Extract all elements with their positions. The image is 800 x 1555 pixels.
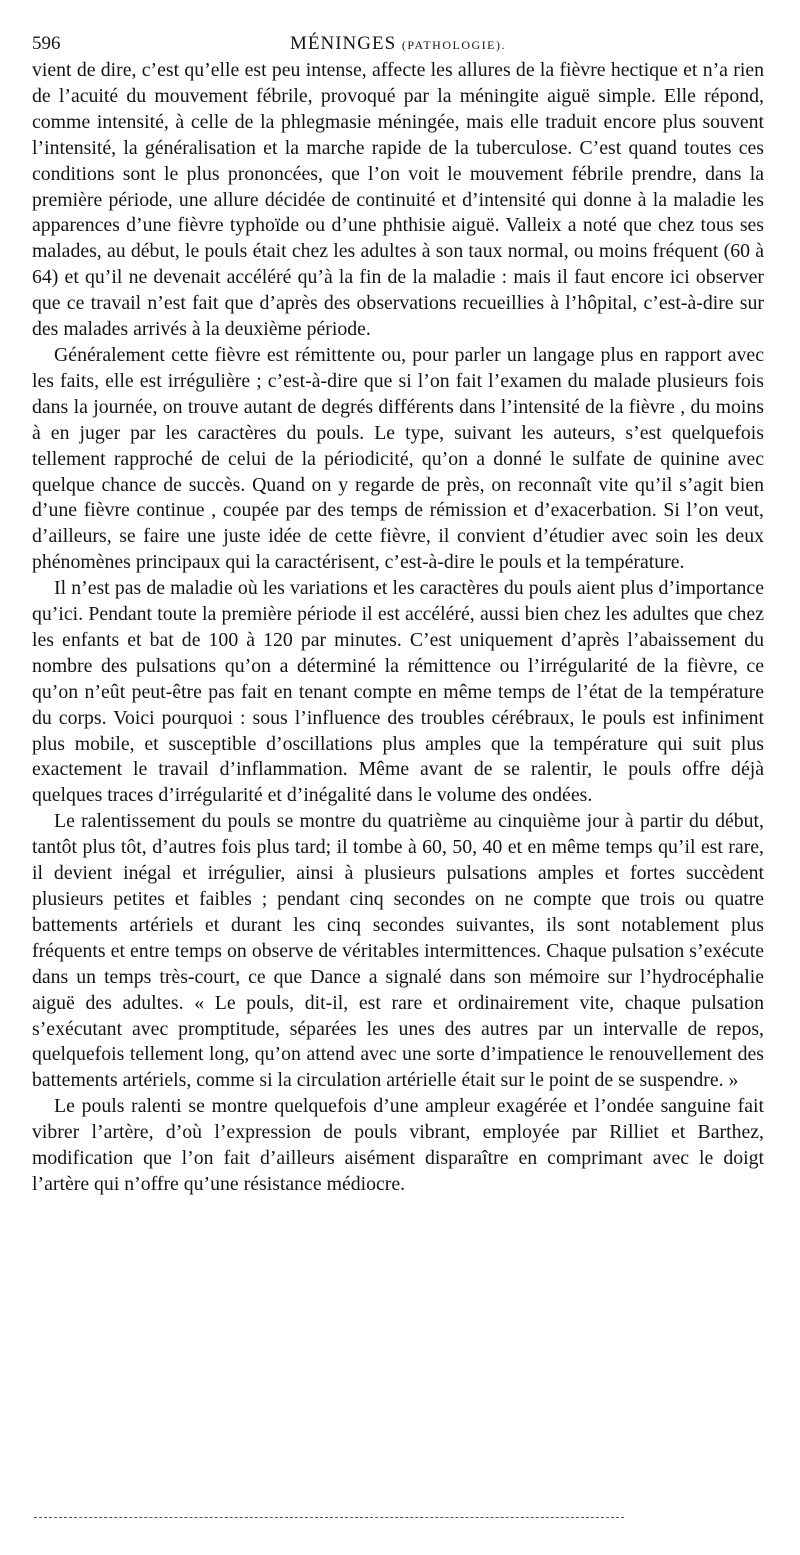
running-title-main: MÉNINGES	[290, 33, 397, 54]
running-title	[32, 30, 764, 59]
body-text	[32, 58, 764, 1198]
paragraph-1: vient de dire, c’est qu’elle est peu intense, affecte les allures de la fièvre hectique et n’a rien de l’acuité du mouvement fébrile, provoqué par la méningite aiguë simple. Elle répond, comme intensité, à celle de la phlegmasie méningée, mais elle traduit encore plus souvent l’intensité, la généralisation et la marche rapide de la tuberculose. C’est quand toutes ces conditions sont le plus prononcées, que l’on voit le mouvement fébrile prendre, dans la première période, une allure décidée de continuité et d’intensité qui donne à la maladie les apparences d’une fièvre typhoïde ou d’une phthisie aiguë. Valleix a noté que chez tous ses malades, au début, le pouls était chez les adultes à son taux normal, ou moins fréquent (60 à 64) et qu’il ne devenait accéléré qu’à la fin de la maladie : mais il faut encore ici observer que ce travail n’est fait que d’après des observations recueillies à l’hôpital, c’est-à-dire sur des malades arrivés à la deuxième période.	[32, 59, 764, 341]
page-header	[32, 30, 764, 58]
paragraph-3: Il n’est pas de maladie où les variations et les caractères du pouls aient plus d’importance qu’ici. Pendant toute la première période il est accéléré, aussi bien chez les adultes que chez les enfants et bat de 100 à 120 par minutes. C’est uniquement d’après l’abaissement du nombre des pulsations qu’on a déterminé la rémittence ou l’irrégularité de la fièvre, ce qu’on n’eût peut-être pas fait en tenant compte en même temps de l’état de la température du corps. Voici pourquoi : sous l’influence des troubles cérébraux, le pouls est infiniment plus mobile, et susceptible d’oscillations plus amples que la température qui suit plus exactement le travail d’inflammation. Même avant de se ralentir, le pouls offre déjà quelques traces d’irrégularité et d’inégalité dans le volume des ondées.	[32, 577, 764, 807]
paragraph-2: Généralement cette fièvre est rémittente ou, pour parler un langage plus en rapport avec les faits, elle est irrégulière ; c’est-à-dire que si l’on fait l’examen du malade plusieurs fois dans la journée, on trouve autant de degrés différents dans l’intensité de la fièvre , du moins à en juger par les caractères du pouls. Le type, suivant les auteurs, s’est quelquefois tellement rapproché de celui de la périodicité, qu’on a donné le sulfate de quinine avec quelque chance de succès. Quand on y regarde de près, on reconnaît vite qu’il s’agit bien d’une fièvre continue , coupée par des temps de rémission et d’exacerbation. Si l’on veut, d’ailleurs, se faire une juste idée de cette fièvre, il convient d’étudier avec soin les deux phénomènes principaux qui la caractérisent, c’est-à-dire le pouls et la température.	[32, 343, 764, 574]
book-page	[32, 30, 764, 1198]
page-number: 596	[32, 33, 61, 54]
footer-dashed-rule	[34, 1517, 624, 1518]
paragraph-5: Le pouls ralenti se montre quelquefois d’une ampleur exagérée et l’ondée sanguine fait vibrer l’artère, d’où l’expression de pouls vibrant, employée par Rilliet et Barthez, modification que l’on fait d’ailleurs aisément disparaître en comprimant avec le doigt l’artère qui n’offre qu’une résistance médiocre.	[32, 1095, 764, 1195]
paragraph-4: Le ralentissement du pouls se montre du quatrième au cinquième jour à partir du début, tantôt plus tôt, d’autres fois plus tard; il tombe à 60, 50, 40 et en même temps qu’il est rare, il devient inégal et irrégulier, ainsi à plusieurs pulsations amples et fortes succèdent plusieurs petites et faibles ; pendant cinq secondes on ne compte que trois ou quatre battements artériels et durant les cinq secondes suivantes, ils sont notablement plus fréquents et entre temps on observe de véritables intermittences. Chaque pulsation s’exécute dans un temps très-court, ce que Dance a signalé dans son mémoire sur l’hydrocéphalie aiguë des adultes. « Le pouls, dit-il, est rare et ordinairement vite, chaque pulsation s’exécutant avec promptitude, séparées les unes des autres par un intervalle de repos, quelquefois tellement long, qu’on attend avec une sorte d’impatience le renouvellement des battements artériels, comme si la circulation artérielle était sur le point de se suspendre. »	[32, 810, 764, 1092]
running-title-subtitle: (PATHOLOGIE).	[401, 38, 506, 52]
